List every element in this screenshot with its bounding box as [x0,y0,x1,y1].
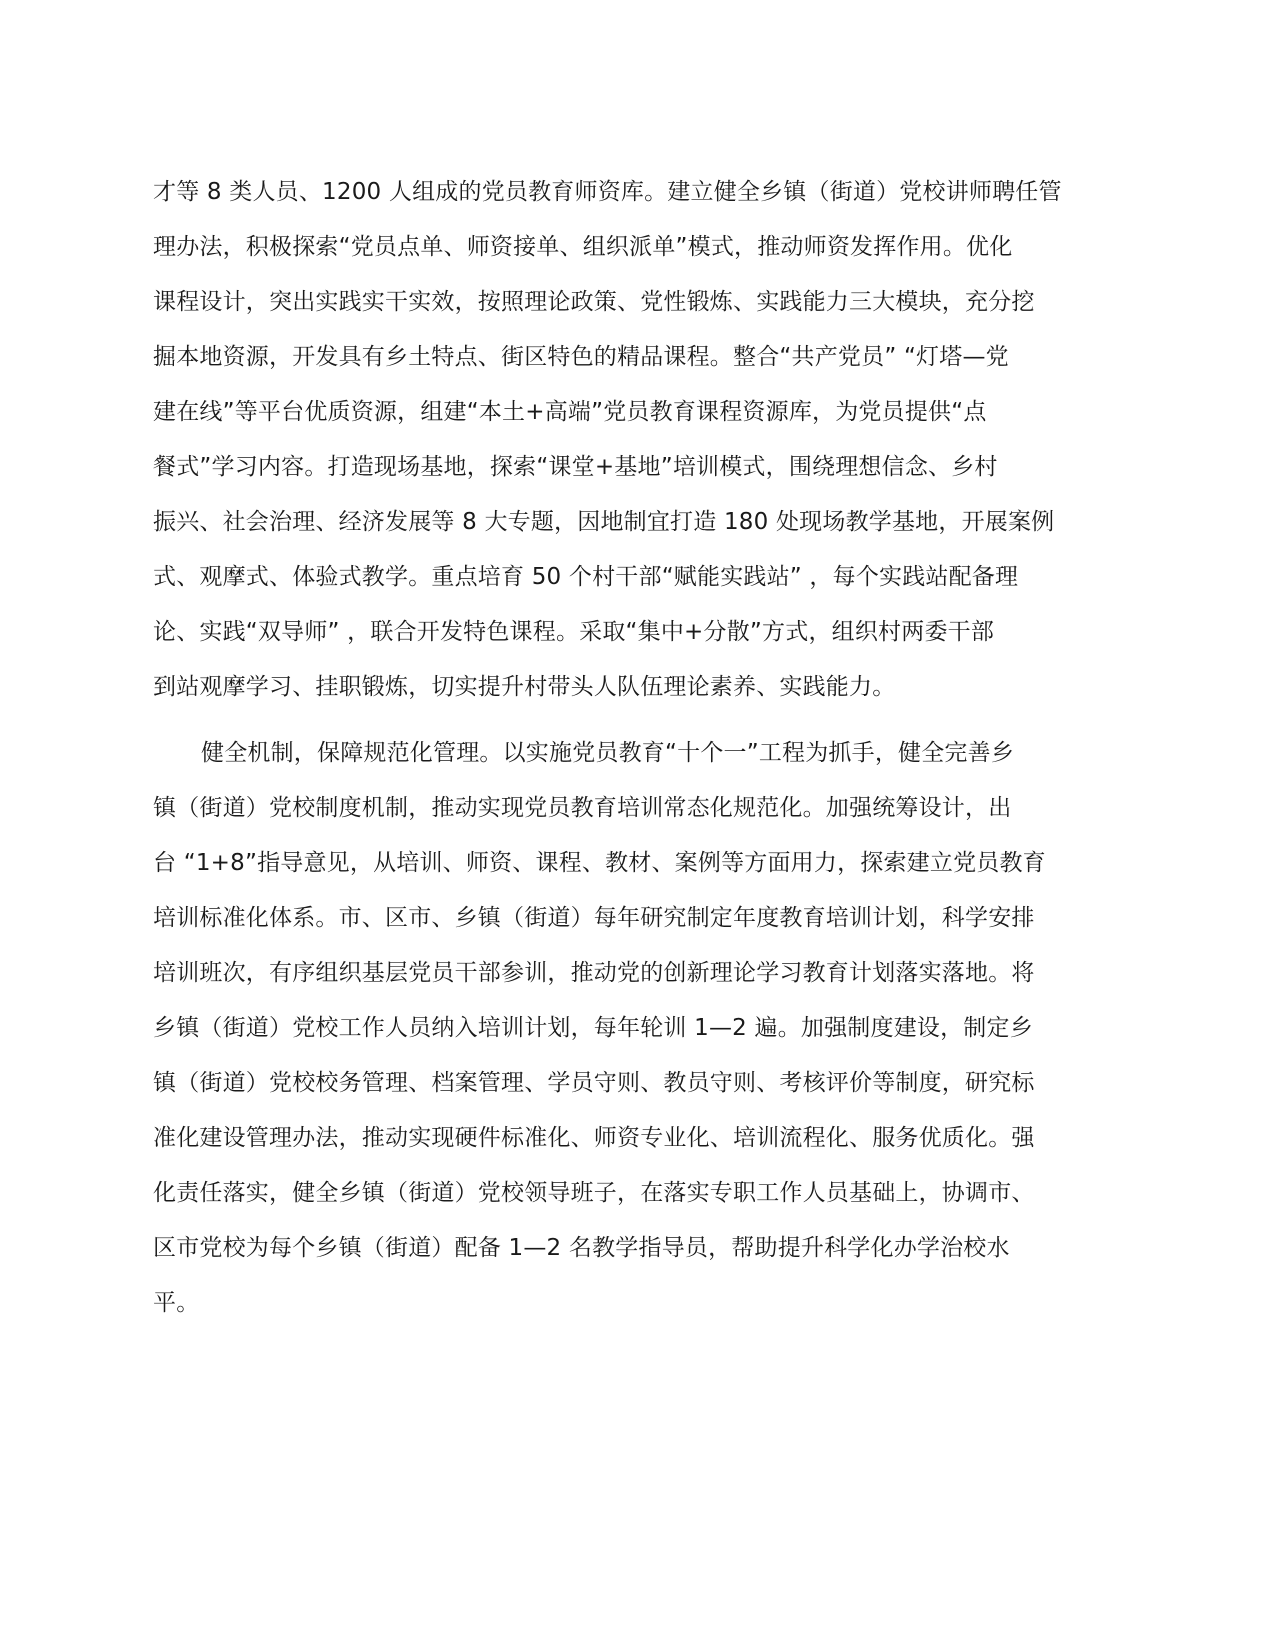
paragraph-line: 培训标准化体系。市、区市、乡镇（街道）每年研究制定年度教育培训计划，科学安排 [153,905,1035,931]
paragraph-line: 平。 [153,1290,200,1316]
paragraph-line: 台 “1+8”指导意见，从培训、师资、课程、教材、案例等方面用力，探索建立党员教育 [153,850,1046,876]
paragraph-line: 乡镇（街道）党校工作人员纳入培训计划，每年轮训 1—2 遍。加强制度建设，制定乡 [153,1015,1033,1041]
paragraph-line: 振兴、社会治理、经济发展等 8 大专题，因地制宜打造 180 处现场教学基地，开展案例 [153,509,1055,535]
paragraph-line: 镇（街道）党校制度机制，推动实现党员教育培训常态化规范化。加强统筹设计，出 [153,795,1012,821]
paragraph-line: 餐式”学习内容。打造现场基地，探索“课堂+基地”培训模式，围绕理想信念、乡村 [153,454,998,480]
paragraph-line: 化责任落实，健全乡镇（街道）党校领导班子，在落实专职工作人员基础上，协调市、 [153,1180,1035,1206]
paragraph-line: 准化建设管理办法，推动实现硬件标准化、师资专业化、培训流程化、服务优质化。强 [153,1125,1035,1151]
paragraph-line: 论、实践“双导师” ，联合开发特色课程。采取“集中+分散”方式，组织村两委干部 [153,619,995,645]
paragraph-line: 理办法，积极探索“党员点单、师资接单、组织派单”模式，推动师资发挥作用。优化 [153,234,1013,260]
paragraph-line: 镇（街道）党校校务管理、档案管理、学员守则、教员守则、考核评价等制度，研究标 [153,1070,1035,1096]
paragraph-line: 区市党校为每个乡镇（街道）配备 1—2 名教学指导员，帮助提升科学化办学治校水 [153,1235,1010,1261]
paragraph-line: 培训班次，有序组织基层党员干部参训，推动党的创新理论学习教育计划落实落地。将 [153,960,1035,986]
paragraph-line: 建在线”等平台优质资源，组建“本土+高端”党员教育课程资源库，为党员提供“点 [153,399,987,425]
paragraph-line: 健全机制，保障规范化管理。以实施党员教育“十个一”工程为抓手，健全完善乡 [201,740,1015,766]
paragraph-line: 才等 8 类人员、1200 人组成的党员教育师资库。建立健全乡镇（街道）党校讲师聘任管 [153,179,1062,205]
paragraph-line: 课程设计，突出实践实干实效，按照理论政策、党性锻炼、实践能力三大模块，充分挖 [153,289,1035,315]
paragraph-line: 式、观摩式、体验式教学。重点培育 50 个村干部“赋能实践站” ，每个实践站配备理 [153,564,1019,590]
paragraph-line: 到站观摩学习、挂职锻炼，切实提升村带头人队伍理论素养、实践能力。 [153,674,896,700]
paragraph-line: 掘本地资源，开发具有乡土特点、街区特色的精品课程。整合“共产党员” “灯塔—党 [153,344,1009,370]
